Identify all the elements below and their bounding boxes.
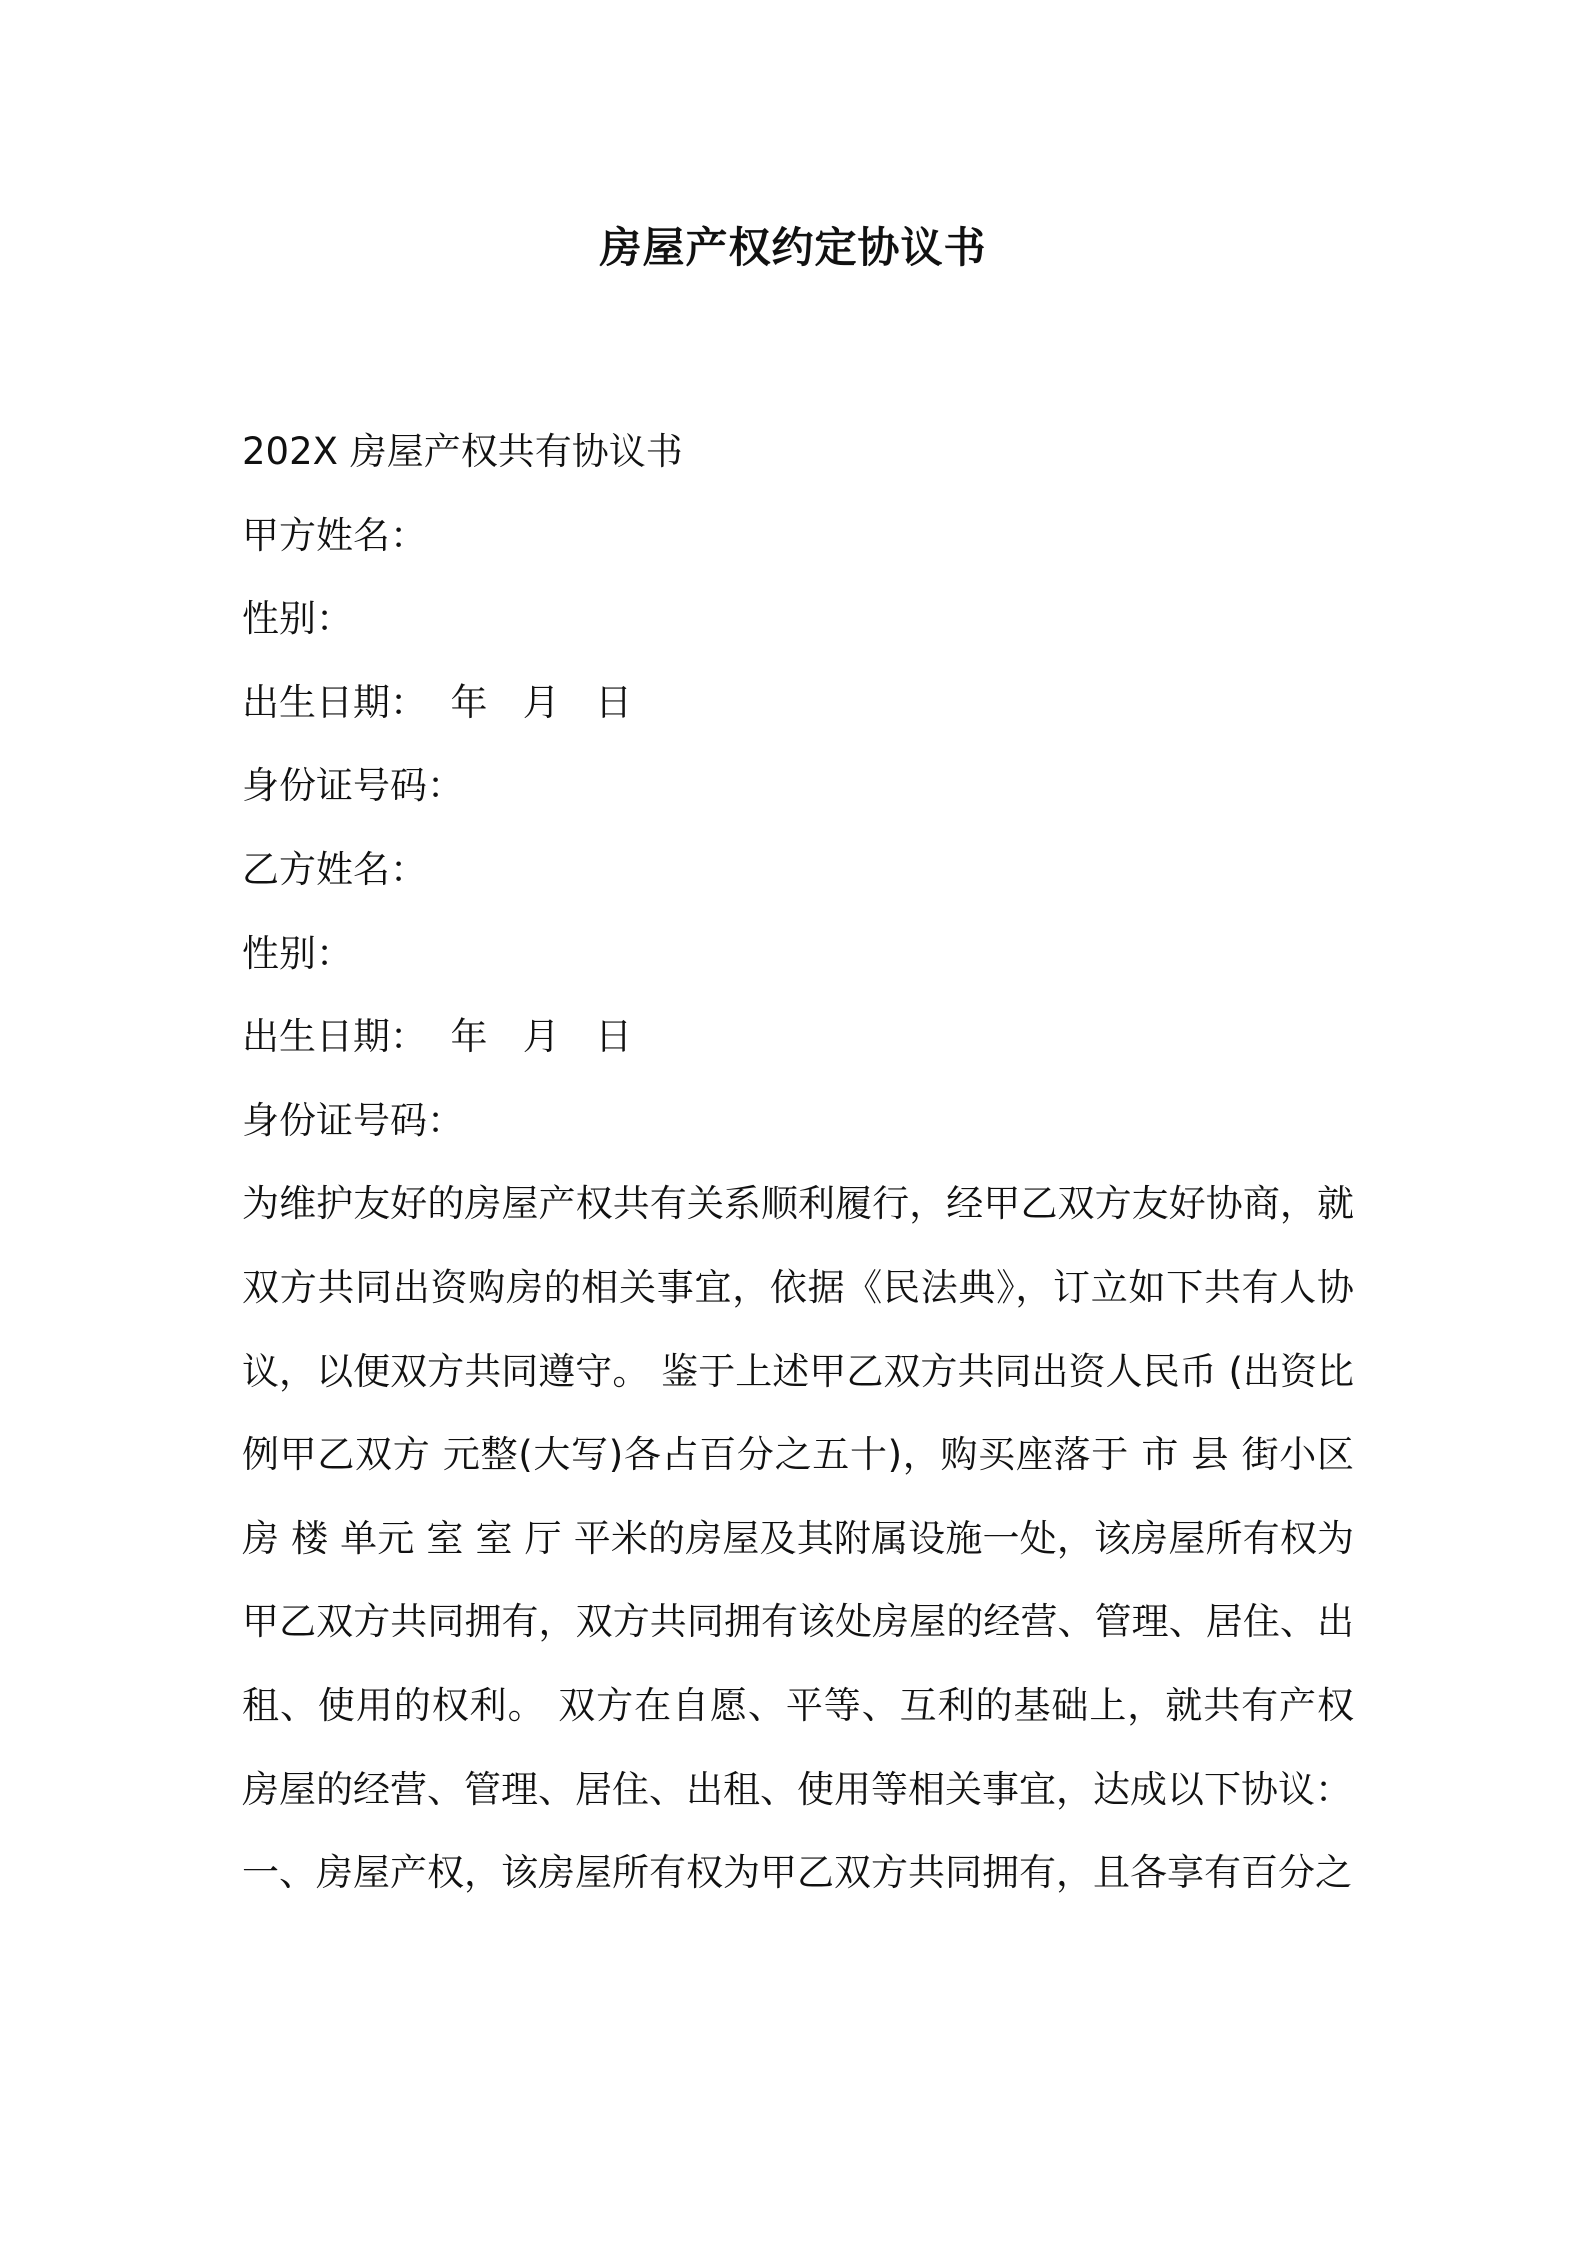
party-b-gender-label: 性别： bbox=[242, 931, 353, 975]
party-b-name-label: 乙方姓名： bbox=[242, 847, 427, 891]
document-body bbox=[242, 410, 1354, 1915]
clause-1: 一、房屋产权，该房屋所有权为甲乙双方共同拥有，且各享有百分之 bbox=[242, 1851, 1352, 1895]
party-a-birth-label: 出生日期： 年 月 日 bbox=[242, 680, 633, 724]
intro-paragraph: 为维护友好的房屋产权共有关系顺利履行，经甲乙双方友好协商，就双方共同出资购房的相关事宜，依据《民法典》，订立如下共有人协议，以便双方共同遵守。 鉴于上述甲乙双方共同出资人民币 (出资比例甲乙双方 元整(大写)各占百分之五十)，购买座落于 市 县 街小区 房 楼 单元 室 室 厅 平米的房屋及其附属设施一处，该房屋所有权为甲乙双方共同拥有，双方共同拥有该处房屋的经营、管理、居住、出租、使用的权利。 双方在自愿、平等、互利的基础上，就共有产权房屋的经营、管理、居住、出租、使用等相关事宜，达成以下协议： bbox=[242, 1182, 1354, 1811]
document-title: 房屋产权约定协议书 bbox=[599, 223, 987, 272]
party-a-gender-label: 性别： bbox=[242, 597, 353, 641]
document-subtitle: 202X 房屋产权共有协议书 bbox=[242, 430, 683, 473]
party-b-birth-label: 出生日期： 年 月 日 bbox=[242, 1015, 633, 1059]
party-a-name-label: 甲方姓名： bbox=[242, 513, 427, 557]
party-b-id-label: 身份证号码： bbox=[242, 1098, 464, 1142]
party-a-id-label: 身份证号码： bbox=[242, 764, 464, 808]
